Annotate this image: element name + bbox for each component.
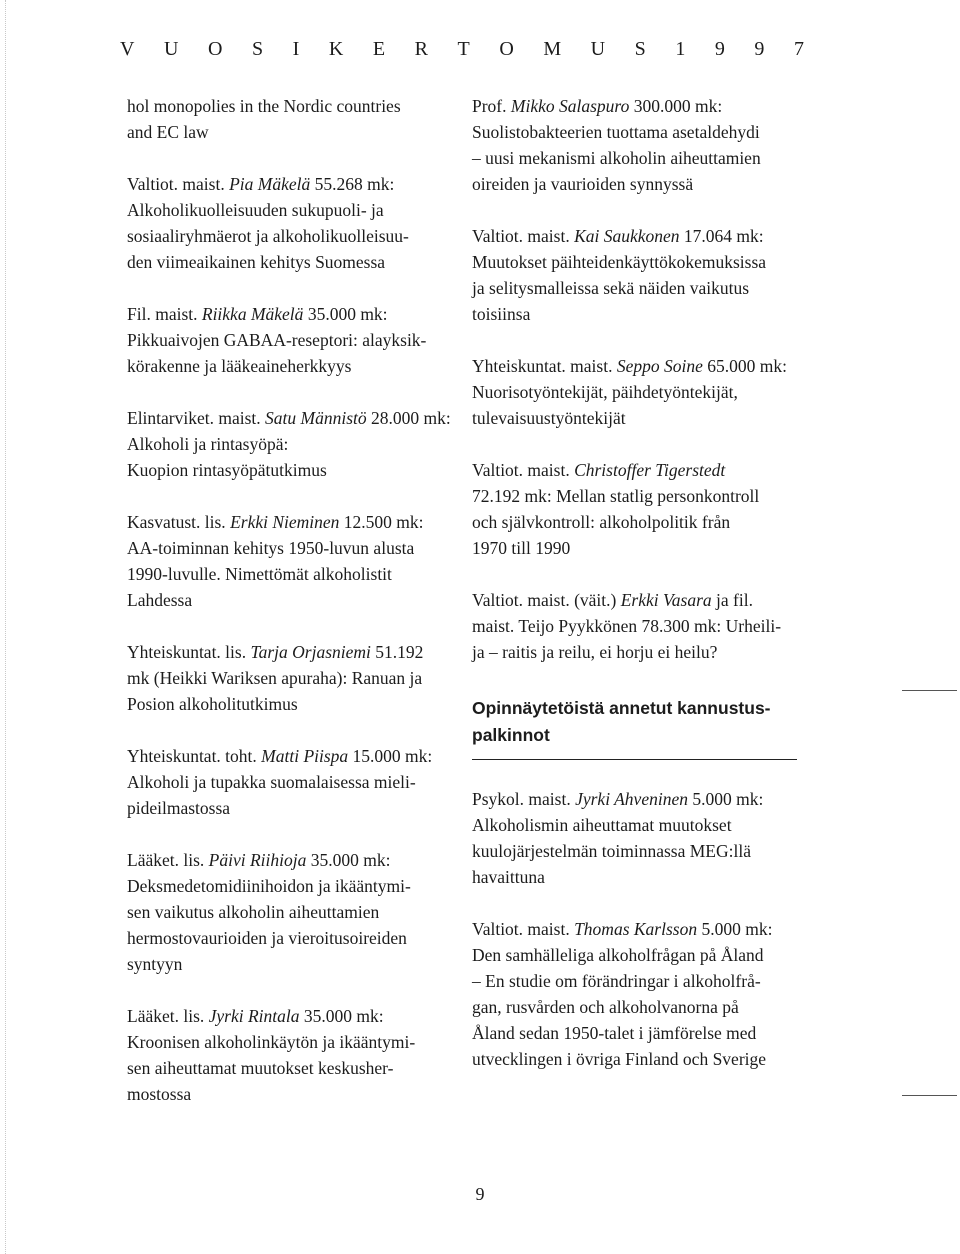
recipient-line	[127, 509, 457, 535]
project-title-line: mk (Heikki Wariksen apuraha): Ranuan ja	[127, 668, 423, 688]
project-title-line: 1990-luvulle. Nimettömät alkoholistit	[127, 564, 392, 584]
recipient-name: Riikka Mäkelä	[201, 304, 304, 324]
recipient-name: Erkki Vasara	[620, 590, 712, 610]
project-title-line: havaittuna	[472, 867, 545, 887]
grant-entry	[472, 93, 812, 197]
recipient-name: Matti Piispa	[261, 746, 349, 766]
project-title-line: syntyyn	[127, 954, 183, 974]
project-title-line: – uusi mekanismi alkoholin aiheuttamien	[472, 148, 761, 168]
margin-mark	[902, 690, 957, 691]
running-head-letter: 1	[675, 38, 686, 60]
recipient-degree: Yhteiskuntat. lis.	[127, 642, 247, 662]
project-title-line: pideilmastossa	[127, 798, 231, 818]
recipient-degree: Valtiot. maist.	[472, 460, 570, 480]
entry-line: and EC law	[127, 122, 209, 142]
project-title-line: sen vaikutus alkoholin aiheuttamien	[127, 902, 380, 922]
running-head-letter: U	[590, 38, 606, 60]
recipient-degree: Yhteiskuntat. toht.	[127, 746, 257, 766]
grant-amount: 35.000 mk:	[310, 850, 391, 870]
project-title-line: sosiaaliryhmäerot ja alkoholikuolleisuu-	[127, 226, 409, 246]
recipient-line	[127, 639, 457, 665]
grant-amount: 35.000 mk:	[307, 304, 388, 324]
project-title-line: ja selitysmalleissa sekä näiden vaikutus	[472, 278, 750, 298]
running-head-letter: T	[457, 38, 470, 60]
running-head-letter: M	[543, 38, 562, 60]
running-head-letter: 7	[793, 38, 804, 60]
project-title-line: sen aiheuttamat muutokset keskusher-	[127, 1058, 394, 1078]
project-title-line: AA-toiminnan kehitys 1950-luvun alusta	[127, 538, 415, 558]
recipient-name: Jyrki Rintala	[208, 1006, 300, 1026]
section-heading-line: palkinnot	[472, 725, 550, 745]
grant-entry	[127, 1003, 457, 1107]
recipient-degree: Valtiot. maist. (väit.)	[472, 590, 617, 610]
project-title-line: maist. Teijo Pyykkönen 78.300 mk: Urheili-	[472, 616, 782, 636]
project-title-line: och självkontroll: alkoholpolitik från	[472, 512, 731, 532]
recipient-name: Satu Männistö	[265, 408, 367, 428]
project-title-line: Åland sedan 1950-talet i jämförelse med	[472, 1023, 757, 1043]
project-title-line: Alkoholikuolleisuuden sukupuoli- ja	[127, 200, 384, 220]
grant-entry	[127, 639, 457, 717]
project-title-line: mostossa	[127, 1084, 192, 1104]
recipient-degree: Valtiot. maist.	[472, 919, 570, 939]
recipient-degree: Yhteiskuntat. maist.	[472, 356, 613, 376]
margin-mark	[902, 1095, 957, 1096]
grant-amount: 12.500 mk:	[343, 512, 424, 532]
project-title-line: – En studie om förändringar i alkoholfrå-	[472, 971, 761, 991]
grant-entry	[127, 743, 457, 821]
recipient-line	[472, 916, 812, 942]
running-head-letter: I	[292, 38, 300, 60]
project-title-line: Pikkuaivojen GABAA-reseptori: alayksik-	[127, 330, 427, 350]
recipient-degree: Lääket. lis.	[127, 1006, 205, 1026]
project-title-line: Suolistobakteerien tuottama asetaldehydi	[472, 122, 760, 142]
heading-rule	[472, 759, 797, 760]
grant-amount: 5.000 mk:	[692, 789, 764, 809]
project-title-line: oireiden ja vaurioiden synnyssä	[472, 174, 694, 194]
project-title-line: utvecklingen i övriga Finland och Sverige	[472, 1049, 767, 1069]
running-head-letter: R	[414, 38, 428, 60]
right-column	[472, 93, 812, 1098]
recipient-line	[472, 223, 812, 249]
grant-entry	[472, 353, 812, 431]
recipient-name: Jyrki Ahveninen	[575, 789, 688, 809]
recipient-degree: Psykol. maist.	[472, 789, 571, 809]
recipient-degree: Fil. maist.	[127, 304, 198, 324]
recipient-line	[127, 171, 457, 197]
recipient-degree: Lääket. lis.	[127, 850, 205, 870]
grant-entry	[472, 457, 812, 561]
project-title-line: 1970 till 1990	[472, 538, 571, 558]
project-title-line: tulevaisuustyöntekijät	[472, 408, 626, 428]
grant-amount: 55.268 mk:	[314, 174, 395, 194]
recipient-degree: Prof.	[472, 96, 507, 116]
grant-amount: 28.000 mk: Alkoholi ja rintasyöpä:	[127, 408, 451, 454]
recipient-degree: Valtiot. maist.	[127, 174, 225, 194]
recipient-line	[127, 301, 457, 327]
grant-entry	[472, 786, 812, 890]
grant-entry	[127, 847, 457, 977]
running-head-letter: E	[372, 38, 386, 60]
project-title-line: Nuorisotyöntekijät, päihdetyöntekijät,	[472, 382, 738, 402]
running-head-letter: S	[252, 38, 264, 60]
recipient-line	[472, 786, 812, 812]
scan-edge	[5, 0, 7, 1254]
recipient-name: Thomas Karlsson	[574, 919, 698, 939]
grant-amount: 300.000 mk:	[633, 96, 723, 116]
grant-entry	[127, 93, 457, 145]
grant-amount: ja fil.	[716, 590, 753, 610]
project-title-line: 72.192 mk: Mellan statlig personkontroll	[472, 486, 760, 506]
project-title-line: gan, rusvården och alkoholvanorna på	[472, 997, 739, 1017]
section-heading-line: Opinnäytetöistä annetut kannustus-	[472, 698, 771, 718]
grant-entry	[127, 509, 457, 613]
recipient-name: Päivi Riihioja	[208, 850, 307, 870]
grant-amount: 15.000 mk:	[352, 746, 433, 766]
grant-entry	[472, 223, 812, 327]
running-head-letter: U	[164, 38, 179, 60]
running-head-letter: S	[634, 38, 646, 60]
grant-amount: 5.000 mk:	[701, 919, 773, 939]
recipient-name: Pia Mäkelä	[229, 174, 311, 194]
page-number: 9	[475, 1184, 485, 1204]
project-title-line: Alkoholismin aiheuttamat muutokset	[472, 815, 732, 835]
left-column	[127, 93, 457, 1133]
recipient-line	[127, 847, 457, 873]
recipient-line	[472, 93, 812, 119]
recipient-line	[127, 1003, 457, 1029]
entry-line: hol monopolies in the Nordic countries	[127, 96, 401, 116]
project-title-line: ja – raitis ja reilu, ei horju ei heilu?	[472, 642, 718, 662]
section-heading	[472, 695, 802, 749]
project-title-line: Posion alkoholitutkimus	[127, 694, 298, 714]
grant-entry	[472, 587, 812, 665]
grant-entry	[472, 916, 812, 1072]
recipient-line	[127, 405, 457, 457]
running-head-letter: 9	[714, 38, 725, 60]
recipient-line	[472, 457, 812, 483]
project-title-line: Alkoholi ja tupakka suomalaisessa mieli-	[127, 772, 416, 792]
running-head-letter: 9	[754, 38, 765, 60]
recipient-degree: Valtiot. maist.	[472, 226, 570, 246]
running-head-letter: O	[499, 38, 514, 60]
recipient-degree: Kasvatust. lis.	[127, 512, 226, 532]
grant-amount: 17.064 mk:	[683, 226, 764, 246]
grant-entry	[127, 405, 457, 483]
recipient-name: Kai Saukkonen	[574, 226, 680, 246]
recipient-degree: Elintarviket. maist.	[127, 408, 261, 428]
recipient-name: Erkki Nieminen	[230, 512, 340, 532]
project-title-line: körakenne ja lääkeaineherkkyys	[127, 356, 352, 376]
running-head	[120, 38, 804, 61]
recipient-line	[472, 587, 812, 613]
recipient-name: Christoffer Tigerstedt	[574, 460, 726, 480]
grant-amount: 51.192	[375, 642, 424, 662]
recipient-name: Mikko Salaspuro	[510, 96, 630, 116]
project-title-line: Deksmedetomidiinihoidon ja ikääntymi-	[127, 876, 411, 896]
recipient-name: Tarja Orjasniemi	[250, 642, 371, 662]
project-title-line: hermostovaurioiden ja vieroitusoireiden	[127, 928, 407, 948]
project-title-line: den viimeaikainen kehitys Suomessa	[127, 252, 386, 272]
project-title-line: Kuopion rintasyöpätutkimus	[127, 460, 327, 480]
running-head-letter: K	[328, 38, 344, 60]
grant-entry	[127, 171, 457, 275]
project-title-line: Lahdessa	[127, 590, 193, 610]
running-head-letter: O	[208, 38, 223, 60]
project-title-line: Kroonisen alkoholinkäytön ja ikääntymi-	[127, 1032, 416, 1052]
running-head-letter: V	[120, 38, 135, 60]
grant-amount: 65.000 mk:	[707, 356, 787, 376]
project-title-line: kuulojärjestelmän toiminnassa MEG:llä	[472, 841, 751, 861]
project-title-line: toisiinsa	[472, 304, 531, 324]
recipient-name: Seppo Soine	[616, 356, 703, 376]
grant-amount: 35.000 mk:	[303, 1006, 384, 1026]
project-title-line: Den samhälleliga alkoholfrågan på Åland	[472, 945, 764, 965]
grant-entry	[127, 301, 457, 379]
recipient-line	[472, 353, 812, 379]
recipient-line	[127, 743, 457, 769]
project-title-line: Muutokset päihteidenkäyttökokemuksissa	[472, 252, 767, 272]
